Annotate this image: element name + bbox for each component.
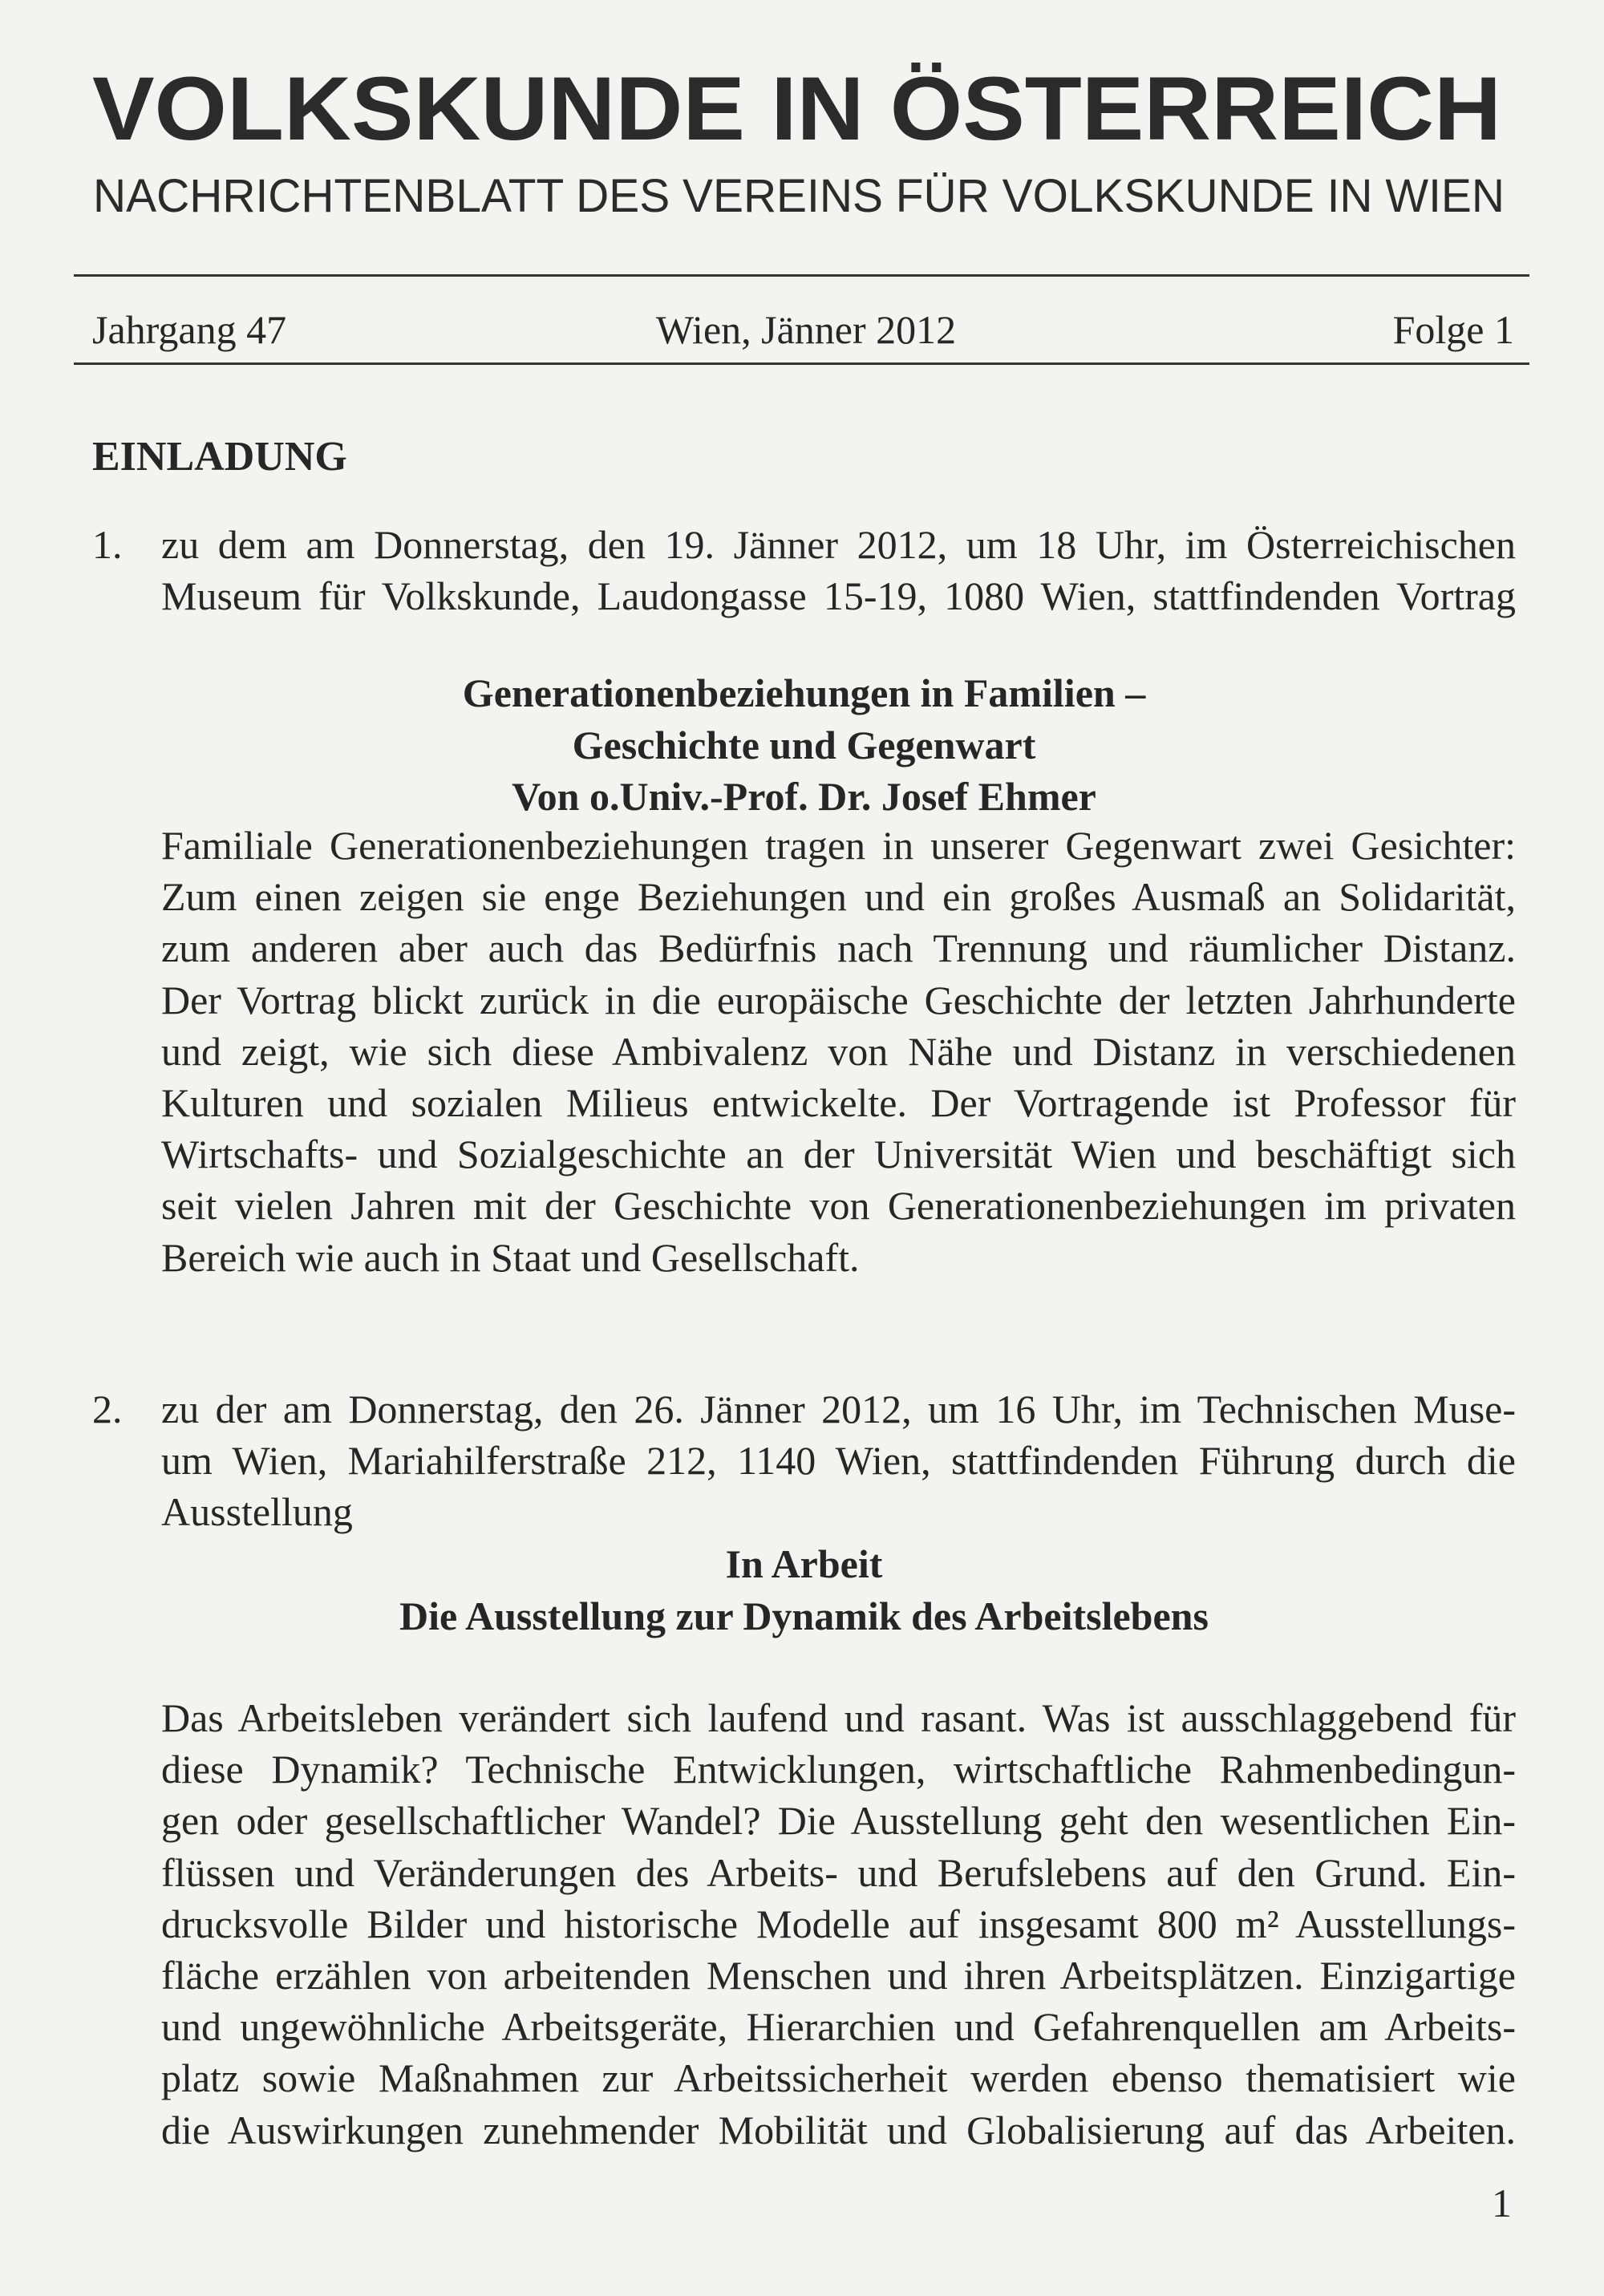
description-line: flüssen und Veränderungen des Arbeits- und Berufslebens auf den Grund. Ein- bbox=[161, 1849, 1516, 1895]
description-line: seit vielen Jahren mit der Geschichte von Generationenbeziehungen im privaten bbox=[161, 1183, 1516, 1229]
description-line: platz sowie Maßnahmen zur Arbeitssicherheit werden ebenso thematisiert wie bbox=[161, 2055, 1516, 2101]
description-line: Der Vortrag blickt zurück in die europäische Geschichte der letzten Jahrhunderte bbox=[161, 977, 1516, 1022]
event-title-line: In Arbeit bbox=[725, 1541, 883, 1586]
item-number: 1. bbox=[92, 522, 123, 567]
item-intro-line: Museum für Volkskunde, Laudongasse 15-19, 1080 Wien, stattfindenden Vortrag bbox=[161, 573, 1516, 618]
divider-bottom bbox=[74, 362, 1529, 365]
description-line: die Auswirkungen zunehmender Mobilität und Globalisierung auf das Arbeiten. bbox=[161, 2107, 1516, 2152]
description-line: Bereich wie auch in Staat und Gesellschaft. bbox=[161, 1234, 860, 1280]
event-title-line: Die Ausstellung zur Dynamik des Arbeitslebens bbox=[399, 1593, 1209, 1638]
newsletter-title: VOLKSKUNDE IN ÖSTERREICH bbox=[92, 59, 1501, 159]
item-intro-line: um Wien, Mariahilferstraße 212, 1140 Wien, stattfindenden Führung durch die bbox=[161, 1438, 1516, 1483]
event-title-line: Geschichte und Gegenwart bbox=[572, 722, 1036, 767]
issue-place-date: Wien, Jänner 2012 bbox=[655, 307, 957, 352]
section-heading: EINLADUNG bbox=[92, 434, 347, 480]
description-line: Familiale Generationenbeziehungen tragen in unserer Gegenwart zwei Gesichter: bbox=[161, 823, 1516, 868]
description-line: zum anderen aber auch das Bedürfnis nach Trennung und räumlicher Distanz. bbox=[161, 925, 1516, 971]
description-line: Kulturen und sozialen Milieus entwickelte. Der Vortragende ist Professor für bbox=[161, 1080, 1516, 1125]
divider-top bbox=[74, 274, 1529, 277]
issue-number: Folge 1 bbox=[1392, 307, 1514, 352]
description-line: Das Arbeitsleben verändert sich laufend und rasant. Was ist ausschlaggebend für bbox=[161, 1695, 1516, 1740]
description-line: gen oder gesellschaftlicher Wandel? Die Ausstellung geht den wesentlichen Ein- bbox=[161, 1798, 1516, 1844]
description-line: und ungewöhnliche Arbeitsgeräte, Hierarchien und Gefahrenquellen am Arbeits- bbox=[161, 2004, 1516, 2050]
description-line: fläche erzählen von arbeitenden Menschen und ihren Arbeitsplätzen. Einzigartige bbox=[161, 1953, 1516, 1998]
item-number: 2. bbox=[92, 1387, 123, 1431]
item-intro-line: zu der am Donnerstag, den 26. Jänner 2012, um 16 Uhr, im Technischen Muse- bbox=[161, 1387, 1516, 1431]
description-line: und zeigt, wie sich diese Ambivalenz von Nähe und Distanz in verschiedenen bbox=[161, 1028, 1516, 1074]
item-intro-line: Ausstellung bbox=[161, 1489, 353, 1534]
description-line: diese Dynamik? Technische Entwicklungen, wirtschaftliche Rahmenbedingun- bbox=[161, 1747, 1516, 1792]
page-number: 1 bbox=[1492, 2181, 1512, 2225]
description-line: drucksvolle Bilder und historische Modelle auf insgesamt 800 m² Ausstellungs- bbox=[161, 1901, 1516, 1946]
issue-volume: Jahrgang 47 bbox=[92, 307, 287, 352]
item-intro-line: zu dem am Donnerstag, den 19. Jänner 2012, um 18 Uhr, im Österreichischen bbox=[161, 522, 1516, 567]
description-line: Wirtschafts- und Sozialgeschichte an der Universität Wien und beschäftigt sich bbox=[161, 1132, 1516, 1177]
masthead bbox=[0, 0, 1604, 225]
event-title-line: Generationenbeziehungen in Familien – bbox=[462, 670, 1146, 715]
newsletter-subtitle: NACHRICHTENBLATT DES VEREINS FÜR VOLKSKUNDE IN WIEN bbox=[93, 170, 1505, 222]
event-title-line: Von o.Univ.-Prof. Dr. Josef Ehmer bbox=[512, 774, 1096, 819]
description-line: Zum einen zeigen sie enge Beziehungen und ein großes Ausmaß an Solidarität, bbox=[161, 874, 1516, 920]
